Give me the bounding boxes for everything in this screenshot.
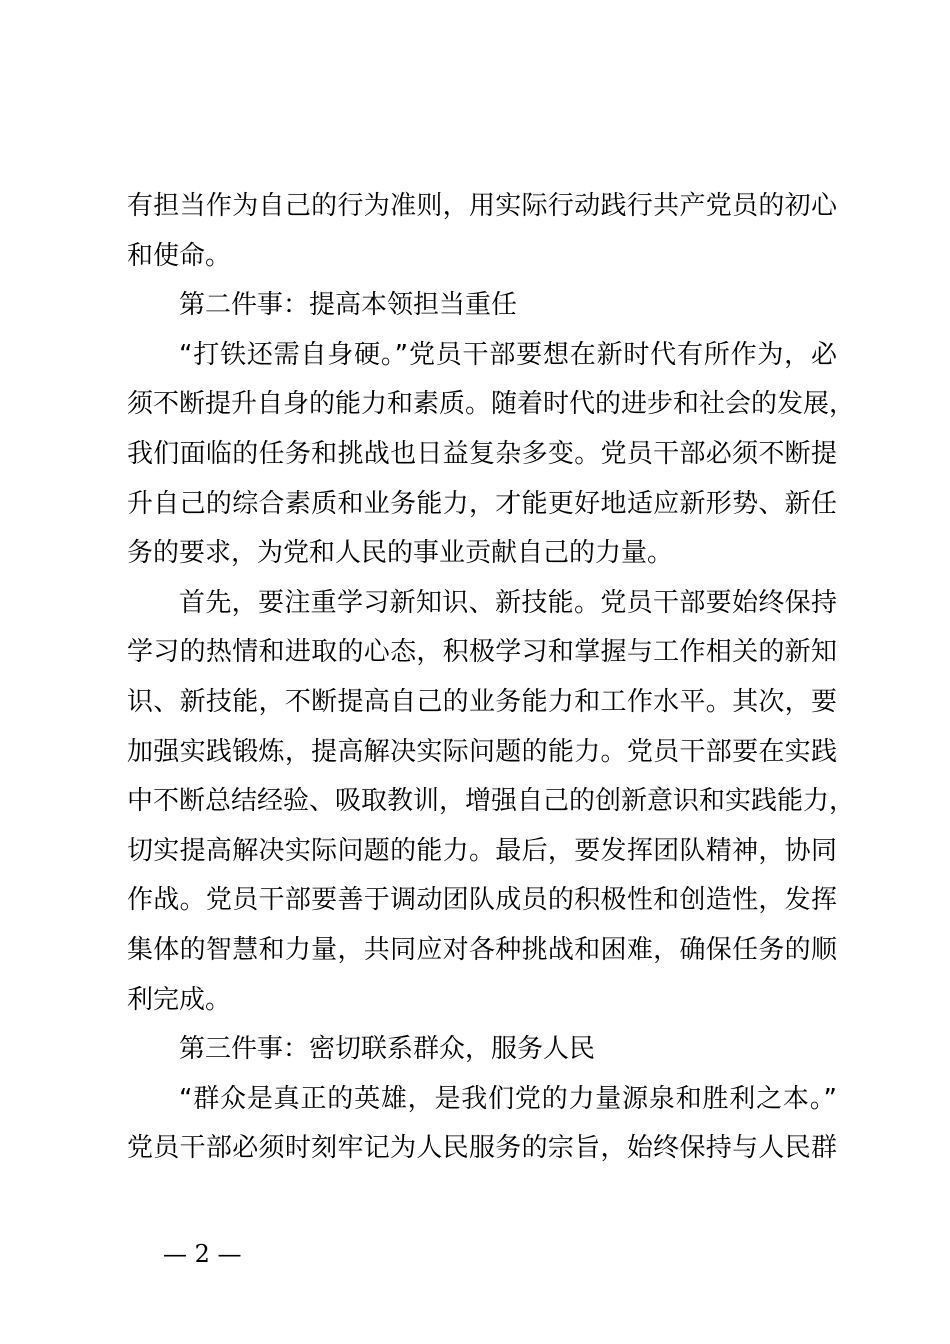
text-line: 有担当作为自己的行为准则，用实际行动践行共产党员的初心 (127, 191, 837, 221)
text-line: “群众是真正的英雄，是我们党的力量源泉和胜利之本。” (179, 1083, 837, 1114)
text-line: 识、新技能，不断提高自己的业务能力和工作水平。其次，要 (127, 686, 837, 717)
text-line: 中不断总结经验、吸取教训，增强自己的创新意识和实践能力， (127, 786, 856, 817)
section-heading: 第二件事：提高本领担当重任 (179, 290, 518, 321)
text-line: 集体的智慧和力量，共同应对各种挑战和困难，确保任务的顺 (127, 934, 837, 965)
text-line: “打铁还需自身硬。”党员干部要想在新时代有所作为，必 (179, 339, 837, 370)
page-number: — 2 — (163, 1240, 242, 1268)
text-line: 切实提高解决实际问题的能力。最后，要发挥团队精神，协同 (127, 835, 837, 866)
text-line: 首先，要注重学习新知识、新技能。党员干部要始终保持 (179, 587, 837, 618)
text-line: 学习的热情和进取的心态，积极学习和掌握与工作相关的新知 (127, 637, 837, 668)
text-line: 加强实践锻炼，提高解决实际问题的能力。党员干部要在实践 (127, 736, 837, 767)
body-text (127, 182, 856, 1174)
text-line: 和使命。 (127, 240, 232, 271)
text-line: 升自己的综合素质和业务能力，才能更好地适应新形势、新任 (127, 488, 837, 519)
text-line: 利完成。 (127, 984, 232, 1015)
text-line: 党员干部必须时刻牢记为人民服务的宗旨，始终保持与人民群 (127, 1133, 837, 1164)
text-line: 务的要求，为党和人民的事业贡献自己的力量。 (127, 538, 674, 569)
section-heading: 第三件事：密切联系群众，服务人民 (179, 1034, 596, 1065)
text-line: 作战。党员干部要善于调动团队成员的积极性和创造性，发挥 (127, 885, 837, 916)
text-line: 我们面临的任务和挑战也日益复杂多变。党员干部必须不断提 (127, 438, 837, 469)
text-line: 须不断提升自身的能力和素质。随着时代的进步和社会的发展， (127, 389, 856, 420)
